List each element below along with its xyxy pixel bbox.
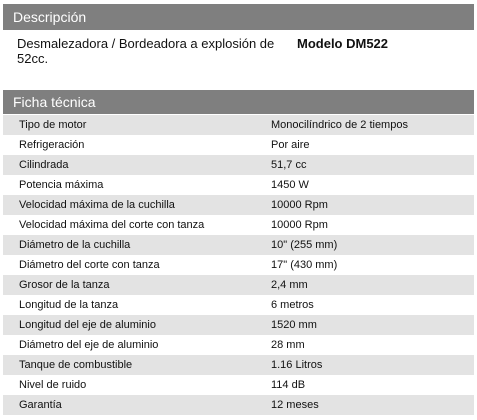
spec-label: Velocidad máxima de la cuchilla [19, 199, 175, 211]
spec-row [3, 295, 474, 315]
spec-row [3, 195, 474, 215]
spec-label: Velocidad máxima del corte con tanza [19, 219, 205, 231]
spec-value: 17" (430 mm) [271, 259, 338, 271]
spec-row [3, 375, 474, 395]
spec-value: 51,7 cc [271, 159, 307, 171]
spec-value: 6 metros [271, 299, 314, 311]
model-name: Modelo DM522 [297, 36, 389, 51]
spec-row [3, 155, 474, 175]
spec-row [3, 135, 474, 155]
spec-row [3, 335, 474, 355]
descripcion-text: Desmalezadora / Bordeadora a explosión de 52cc. [17, 36, 275, 66]
spec-label: Longitud de la tanza [19, 299, 119, 311]
spec-value: Monocilíndrico de 2 tiempos [271, 119, 408, 131]
spec-value: 1.16 Litros [271, 359, 323, 371]
spec-row [3, 215, 474, 235]
descripcion-header [3, 4, 474, 30]
spec-label: Diámetro del corte con tanza [19, 259, 160, 271]
spec-label: Diámetro del eje de aluminio [19, 339, 159, 351]
descripcion-body [3, 36, 474, 80]
spec-label: Tanque de combustible [19, 359, 133, 371]
spec-label: Refrigeración [19, 139, 85, 151]
spec-value: 10" (255 mm) [271, 239, 338, 251]
ficha-tecnica-header [3, 90, 474, 114]
spec-label: Longitud del eje de aluminio [19, 319, 156, 331]
spec-label: Tipo de motor [19, 119, 87, 131]
spec-table [3, 115, 474, 415]
spec-value: 10000 Rpm [271, 219, 328, 231]
spec-row [3, 315, 474, 335]
spec-row [3, 115, 474, 135]
spec-row [3, 175, 474, 195]
spec-value: 12 meses [271, 399, 319, 411]
ficha-tecnica-header-title: Ficha técnica [13, 94, 96, 110]
spec-label: Cilindrada [19, 159, 69, 171]
spec-label: Nivel de ruido [19, 379, 87, 391]
spec-value: 1450 W [271, 179, 309, 191]
spec-row [3, 355, 474, 375]
spec-value: 1520 mm [271, 319, 317, 331]
descripcion-header-title: Descripción [13, 9, 87, 25]
spec-label: Potencia máxima [19, 179, 104, 191]
spec-row [3, 235, 474, 255]
spec-label: Grosor de la tanza [19, 279, 110, 291]
spec-label: Garantía [19, 399, 62, 411]
spec-row [3, 395, 474, 415]
spec-value: 114 dB [271, 379, 306, 391]
spec-value: Por aire [271, 139, 310, 151]
spec-label: Diámetro de la cuchilla [19, 239, 131, 251]
spec-value: 2,4 mm [271, 279, 308, 291]
spec-value: 28 mm [271, 339, 305, 351]
spec-value: 10000 Rpm [271, 199, 328, 211]
spec-row [3, 255, 474, 275]
spec-row [3, 275, 474, 295]
